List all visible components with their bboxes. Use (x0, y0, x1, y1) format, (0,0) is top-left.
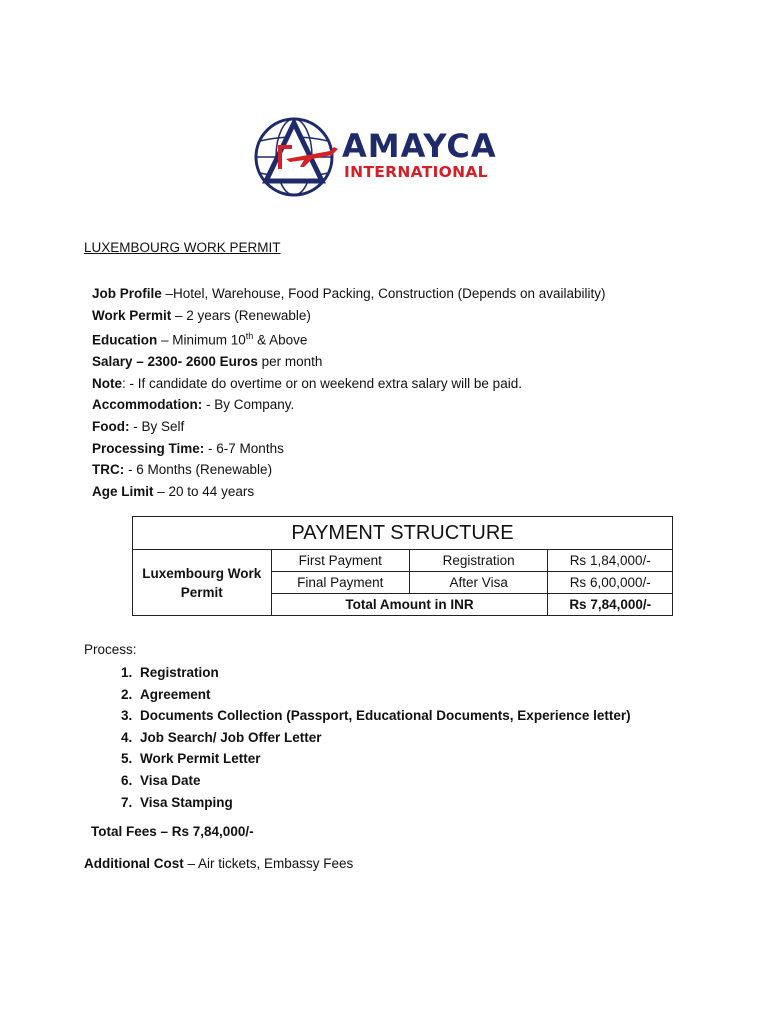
total-fees: Total Fees – Rs 7,84,000/- (91, 824, 254, 839)
list-item: 1. Registration (136, 662, 631, 684)
company-logo (252, 113, 497, 201)
logo-text-amayca: AMAYCA (342, 127, 497, 165)
payment-structure-header: PAYMENT STRUCTURE (133, 517, 673, 550)
payment-structure-table (132, 516, 673, 616)
info-accommodation: Accommodation: - By Company. (92, 397, 295, 413)
logo-text-international: INTERNATIONAL (344, 163, 488, 181)
list-item: 2. Agreement (136, 684, 631, 706)
total-label-cell: Total Amount in INR (271, 594, 548, 616)
document-title: LUXEMBOURG WORK PERMIT (84, 240, 281, 255)
info-job-profile: Job Profile –Hotel, Warehouse, Food Packing, Construction (Depends on availability) (92, 286, 606, 301)
list-item: 7. Visa Stamping (136, 792, 631, 814)
list-item: 5. Work Permit Letter (136, 748, 631, 770)
additional-cost: Additional Cost – Air tickets, Embassy Fees (84, 856, 354, 871)
list-item: 4. Job Search/ Job Offer Letter (136, 727, 631, 749)
info-age-limit: Age Limit – 20 to 44 years (92, 483, 255, 499)
total-amount-cell: Rs 7,84,000/- (548, 594, 673, 616)
table-cell-when: Registration (409, 550, 548, 572)
info-trc: TRC: - 6 Months (Renewable) (92, 462, 273, 478)
info-work-permit: Work Permit – 2 years (Renewable) (92, 307, 311, 323)
process-steps-list (84, 662, 631, 813)
table-cell-stage: Final Payment (271, 572, 409, 594)
table-cell-amount: Rs 1,84,000/- (548, 550, 673, 572)
globe-plane-logo-icon (252, 113, 340, 201)
info-food: Food: - By Self (92, 419, 185, 435)
job-details (92, 283, 606, 502)
info-processing-time: Processing Time: - 6-7 Months (92, 440, 284, 456)
list-item: 3. Documents Collection (Passport, Educational Documents, Experience letter) (136, 705, 631, 727)
table-cell-amount: Rs 6,00,000/- (548, 572, 673, 594)
info-education: Education – Minimum 10th & Above (92, 331, 308, 348)
table-cell-stage: First Payment (271, 550, 409, 572)
process-label: Process: (84, 642, 137, 657)
info-note: Note: - If candidate do overtime or on weekend extra salary will be paid. (92, 375, 522, 391)
list-item: 6. Visa Date (136, 770, 631, 792)
table-cell-when: After Visa (409, 572, 548, 594)
info-salary: Salary – 2300- 2600 Euros per month (92, 354, 323, 370)
program-name-cell: Luxembourg Work Permit (133, 550, 272, 616)
